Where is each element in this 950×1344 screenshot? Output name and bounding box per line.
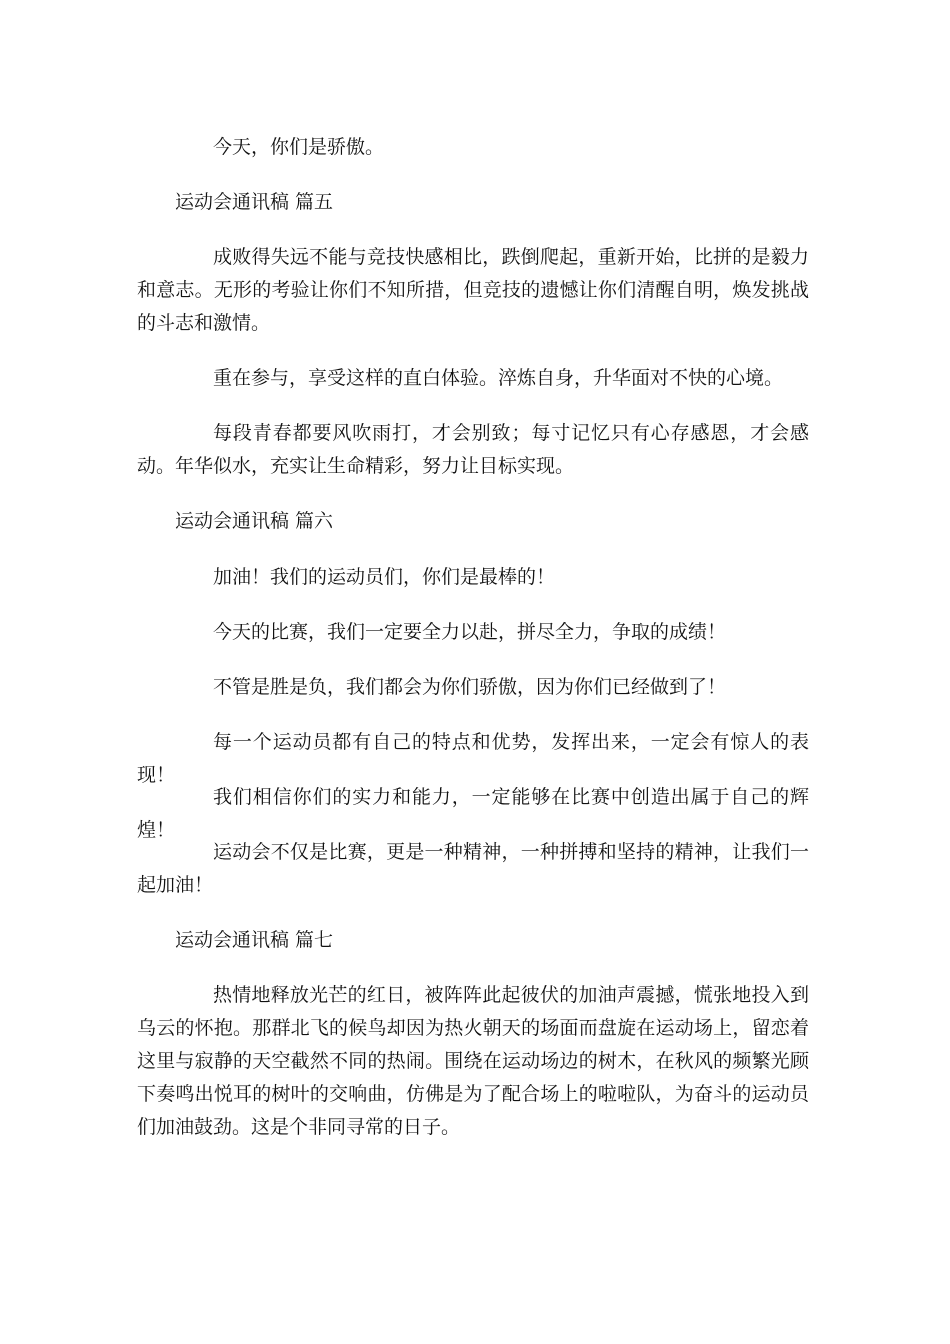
paragraph-1: 今天，你们是骄傲。 bbox=[213, 136, 385, 158]
paragraph-2: 成败得失远不能与竞技快感相比，跌倒爬起，重新开始，比拼的是毅力和意志。无形的考验让你们不知所措，但竞技的遗憾让你们清醒自明，焕发挑战的斗志和激情。 bbox=[137, 246, 809, 334]
paragraph-8: 每一个运动员都有自己的特点和优势，发挥出来，一定会有惊人的表现！ bbox=[137, 731, 809, 786]
section-heading-5: 运动会通讯稿 篇五 bbox=[175, 191, 334, 213]
paragraph-9: 我们相信你们的实力和能力，一定能够在比赛中创造出属于自己的辉煌！ bbox=[137, 786, 809, 841]
paragraph-6: 今天的比赛，我们一定要全力以赴，拼尽全力，争取的成绩！ bbox=[213, 621, 727, 643]
paragraph-3: 重在参与，享受这样的直白体验。淬炼自身，升华面对不快的心境。 bbox=[213, 367, 784, 389]
paragraph-11: 热情地释放光芒的红日，被阵阵此起彼伏的加油声震撼，慌张地投入到乌云的怀抱。那群北飞的候鸟却因为热火朝天的场面而盘旋在运动场上，留恋着这里与寂静的天空截然不同的热闹。围绕在运动场边的树木，在秋风的频繁光顾下奏鸣出悦耳的树叶的交响曲，仿佛是为了配合场上的啦啦队，为奋斗的运动员们加油鼓劲。这是个非同寻常的日子。 bbox=[137, 984, 809, 1138]
paragraph-5: 加油！我们的运动员们，你们是最棒的！ bbox=[213, 566, 556, 588]
paragraph-4: 每段青春都要风吹雨打，才会别致；每寸记忆只有心存感恩，才会感动。年华似水，充实让生命精彩，努力让目标实现。 bbox=[137, 422, 809, 477]
section-heading-6: 运动会通讯稿 篇六 bbox=[175, 510, 334, 532]
paragraph-7: 不管是胜是负，我们都会为你们骄傲，因为你们已经做到了！ bbox=[213, 676, 727, 698]
section-heading-7: 运动会通讯稿 篇七 bbox=[175, 929, 334, 951]
paragraph-10: 运动会不仅是比赛，更是一种精神，一种拼搏和坚持的精神，让我们一起加油！ bbox=[137, 841, 809, 896]
